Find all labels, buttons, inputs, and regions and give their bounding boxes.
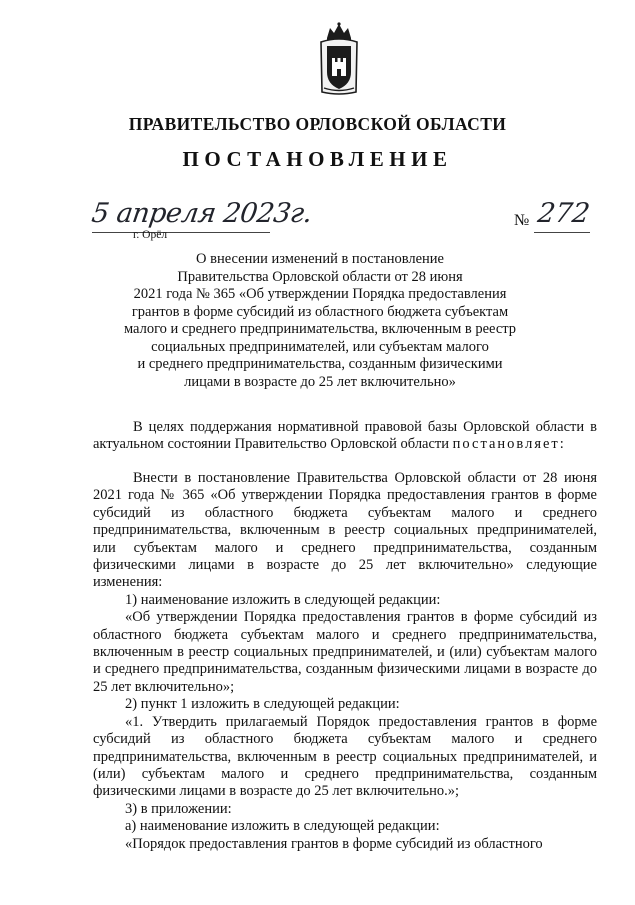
subject-line: грантов в форме субсидий из областного бюджета субъектам — [131, 303, 509, 320]
handwritten-date: 5 апреля 2023г. — [89, 198, 314, 229]
preamble-paragraph — [93, 419, 597, 454]
item-2: 2) пункт 1 изложить в следующей редакции: — [125, 696, 400, 713]
subject-line: 2021 года № 365 «Об утверждении Порядка предоставления — [133, 286, 507, 302]
subject-line: малого и среднего предпринимательства, включенным в реестр — [123, 321, 517, 337]
subject-line: и среднего предпринимательства, созданным физическими — [137, 356, 503, 372]
city-label: г. Орёл — [133, 229, 168, 241]
item-2-text: «1. Утвердить прилагаемый Порядок предоставления грантов в форме субсидий из областного бюджета субъектам малого и среднего предпринимательства, включенным в реестр социальных предпринимателей, и (или) субъектам малого и среднего предпринимательства, созданным физическими лицами в возрасте до 25 лет включительно.»; — [93, 713, 597, 800]
number-underline — [534, 232, 590, 233]
preamble-verb: постановляет: — [452, 436, 566, 453]
subject-line: лицами в возрасте до 25 лет включительно» — [184, 373, 456, 390]
number-sign: № — [514, 212, 530, 229]
date-underline — [92, 232, 270, 233]
item-3a: а) наименование изложить в следующей редакции: — [125, 818, 440, 835]
document-type-title: ПОСТАНОВЛЕНИЕ — [182, 147, 453, 171]
document-subject — [110, 251, 530, 391]
subject-line: социальных предпринимателей, или субъектам малого — [151, 338, 489, 355]
item-3a-text: «Порядок предоставления грантов в форме субсидий из областного — [125, 835, 543, 852]
main-paragraph: Внести в постановление Правительства Орловской области от 28 июня 2021 года № 365 «Об утверждении Порядка предоставления грантов в форме субсидий из областного бюджета субъектам малого и среднего предпринимательства, включенным в реестр социальных предпринимателей, или субъектам малого и среднего предпринимательства, созданным физическими лицами в возрасте до 25 лет включительно» следующие изменения: — [93, 470, 597, 591]
subject-line: Правительства Орловской области от 28 июня — [177, 268, 463, 285]
government-name: ПРАВИТЕЛЬСТВО ОРЛОВСКОЙ ОБЛАСТИ — [128, 114, 507, 134]
item-1-text: «Об утверждении Порядка предоставления грантов в форме субсидий из областного бюджета субъектам малого и среднего предпринимательства, включенным в реестр социальных предпринимателей, и (или) субъектам малого и среднего предпринимательства, созданным физическими лицами в возрасте до 25 лет включительно»; — [93, 609, 597, 695]
coat-of-arms-icon — [318, 22, 360, 96]
subject-line: О внесении изменений в постановление — [196, 251, 444, 267]
item-1: 1) наименование изложить в следующей редакции: — [125, 591, 441, 608]
preamble-text: В целях поддержания нормативной правовой базы Орловской области в актуальном состоянии Правительство Орловской области — [93, 419, 597, 453]
handwritten-number: 272 — [535, 198, 592, 229]
document-body — [93, 470, 597, 853]
item-3: 3) в приложении: — [125, 800, 232, 817]
